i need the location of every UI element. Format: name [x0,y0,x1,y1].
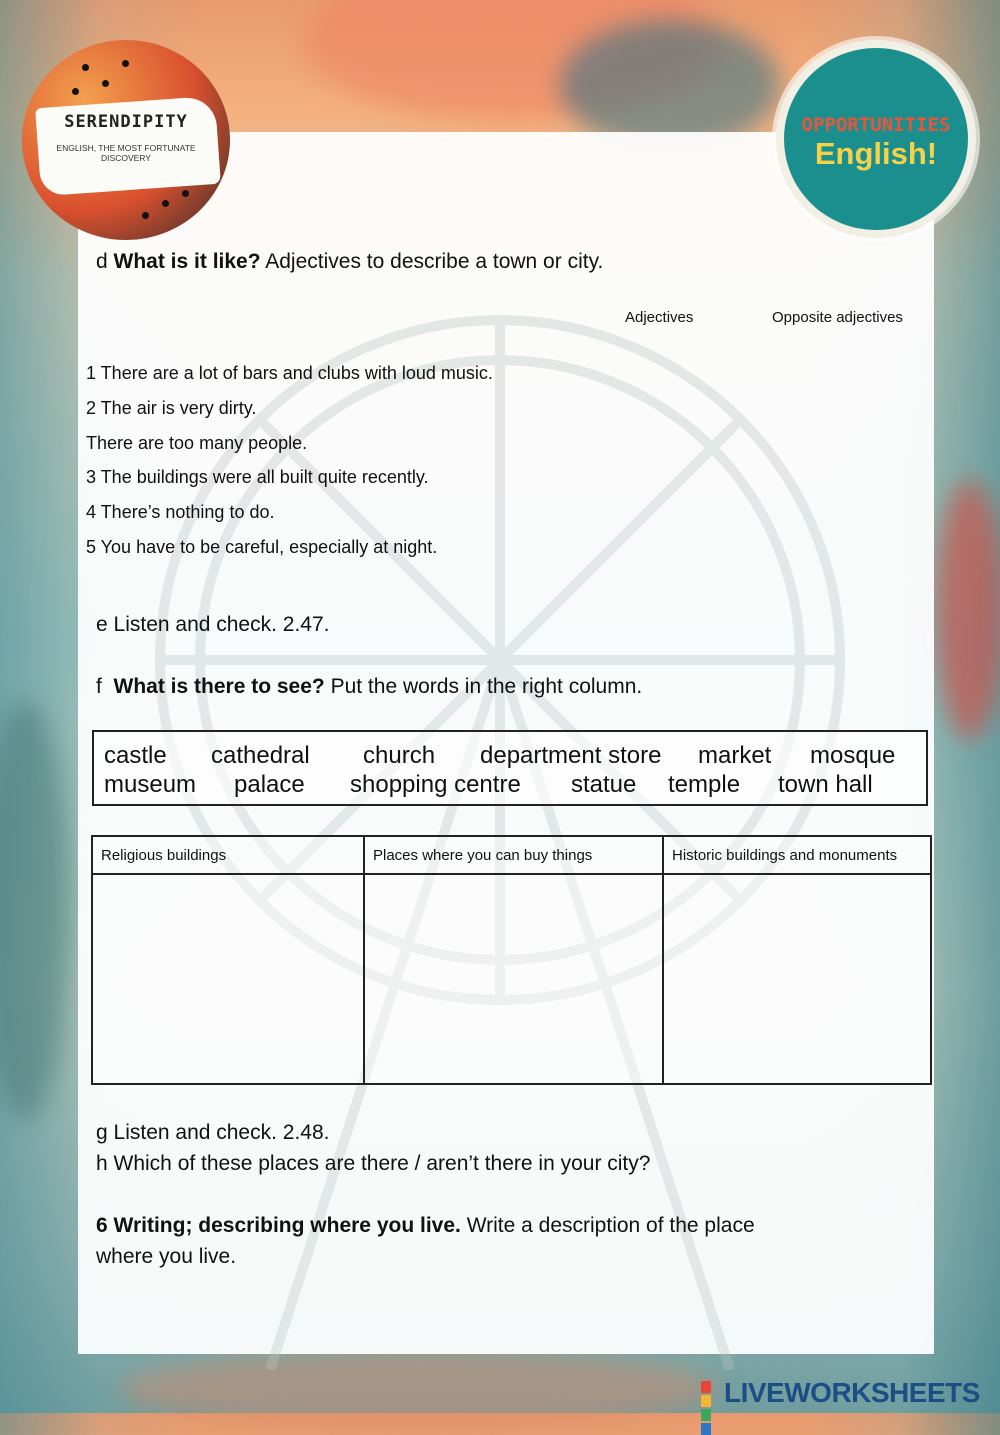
section-f-heading [96,675,642,699]
word-bank-word[interactable]: church [363,742,436,769]
section-6-rest: Write a description of the place [466,1214,755,1237]
word-bank-word[interactable]: market [698,742,772,769]
table-header-historic: Historic buildings and monuments [663,836,931,874]
background-splash [560,20,780,150]
section-g-text: g Listen and check. 2.48. [96,1121,330,1144]
list-item: 1 There are a lot of bars and clubs with loud music. [86,363,493,383]
list-item: 4 There’s nothing to do. [86,502,275,522]
logo-line1: OPPORTUNITIES [801,114,951,136]
section-e-text: e Listen and check. 2.47. [96,613,330,636]
drop-zone-religious[interactable] [92,874,364,1084]
word-bank-word[interactable]: museum [104,771,197,798]
section-d-heading [96,250,603,274]
word-bank-word[interactable]: palace [234,771,305,798]
word-bank-box [92,730,928,806]
background-splash [0,700,70,1120]
serendipity-logo [22,40,230,240]
section-d-bold: What is it like? [113,250,261,273]
section-f-letter: f [96,675,102,698]
background-splash [935,480,1000,740]
word-bank-word[interactable]: castle [104,742,167,769]
column-header-opposite-adjectives: Opposite adjectives [772,309,903,326]
list-item: 2 The air is very dirty. [86,398,257,418]
word-bank-word[interactable]: mosque [810,742,896,769]
category-table [91,835,932,1085]
drop-zone-historic[interactable] [663,874,931,1084]
section-6-heading [96,1214,755,1238]
section-f-bold: What is there to see? [113,675,325,698]
word-bank-word[interactable]: cathedral [211,742,310,769]
table-header-buy-things: Places where you can buy things [364,836,663,874]
column-header-adjectives: Adjectives [625,309,694,326]
liveworksheets-brand [696,1377,980,1409]
word-bank-word[interactable]: statue [571,771,637,798]
section-f-rest: Put the words in the right column. [330,675,643,698]
logo-subtitle: ENGLISH, THE MOST FORTUNATE DISCOVERY [56,143,196,163]
brand-text: LIVEWORKSHEETS [724,1377,980,1408]
list-item: 5 You have to be careful, especially at night. [86,537,438,557]
table-header-religious: Religious buildings [92,836,364,874]
list-item: There are too many people. [86,433,308,453]
word-bank-word[interactable]: department store [480,742,662,769]
logo-title: SERENDIPITY [64,112,188,132]
word-bank-word[interactable]: town hall [778,771,873,798]
section-h-text: h Which of these places are there / aren’t there in your city? [96,1152,651,1175]
drop-zone-buy-things[interactable] [364,874,663,1084]
section-d-rest: Adjectives to describe a town or city. [265,250,604,273]
logo-line2: English! [814,136,938,171]
section-6-line2: where you live. [96,1245,237,1268]
section-6-bold: 6 Writing; describing where you live. [96,1214,461,1237]
list-item: 3 The buildings were all built quite recently. [86,467,429,487]
word-bank-word[interactable]: temple [668,771,741,798]
section-d-letter: d [96,250,108,273]
opportunities-english-logo [776,40,976,238]
word-bank-word[interactable]: shopping centre [350,771,521,798]
